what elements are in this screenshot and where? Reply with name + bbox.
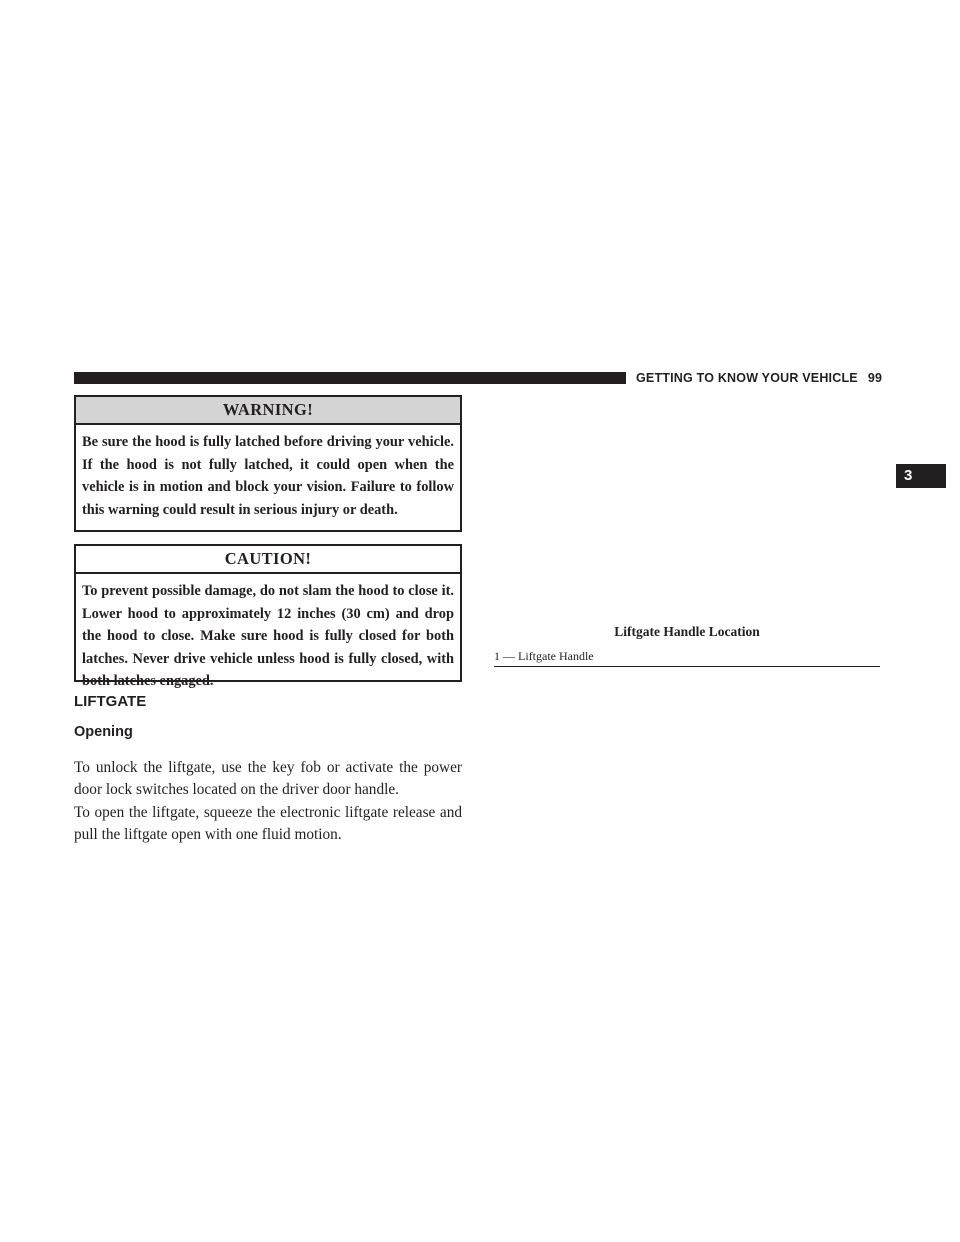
section-title: GETTING TO KNOW YOUR VEHICLE <box>636 371 858 385</box>
warning-box <box>74 395 462 532</box>
caution-body: To prevent possible damage, do not slam the hood to close it. Lower hood to approximately 12 inches (30 cm) and drop the hood to close. Make sure hood is fully closed for both latches. Never drive vehicle unless hood is fully closed, with both latches engaged. <box>82 583 454 689</box>
figure-image-area <box>494 395 880 613</box>
body-paragraph: To unlock the liftgate, use the key fob or activate the power door lock switches located on the driver door handle. <box>74 759 462 798</box>
section-heading: LIFTGATE <box>74 693 147 710</box>
caution-title: CAUTION! <box>76 546 460 574</box>
warning-title: WARNING! <box>76 397 460 425</box>
header-rule <box>74 372 626 384</box>
figure-legend: 1 — Liftgate Handle <box>494 649 594 663</box>
sub-heading: Opening <box>74 724 133 740</box>
warning-body: Be sure the hood is fully latched before driving your vehicle. If the hood is not fully latched, it could open when the vehicle is in motion and block your vision. Failure to follow this warning could result in serious injury or death. <box>82 434 454 518</box>
figure-caption: Liftgate Handle Location <box>614 624 760 639</box>
caution-box <box>74 544 462 689</box>
running-header <box>636 369 882 387</box>
figure-rule <box>494 666 880 667</box>
page-number: 99 <box>867 371 883 385</box>
body-paragraph: To open the liftgate, squeeze the electronic liftgate release and pull the liftgate open with one fluid motion. <box>74 804 462 843</box>
chapter-tab: 3 <box>896 464 946 488</box>
